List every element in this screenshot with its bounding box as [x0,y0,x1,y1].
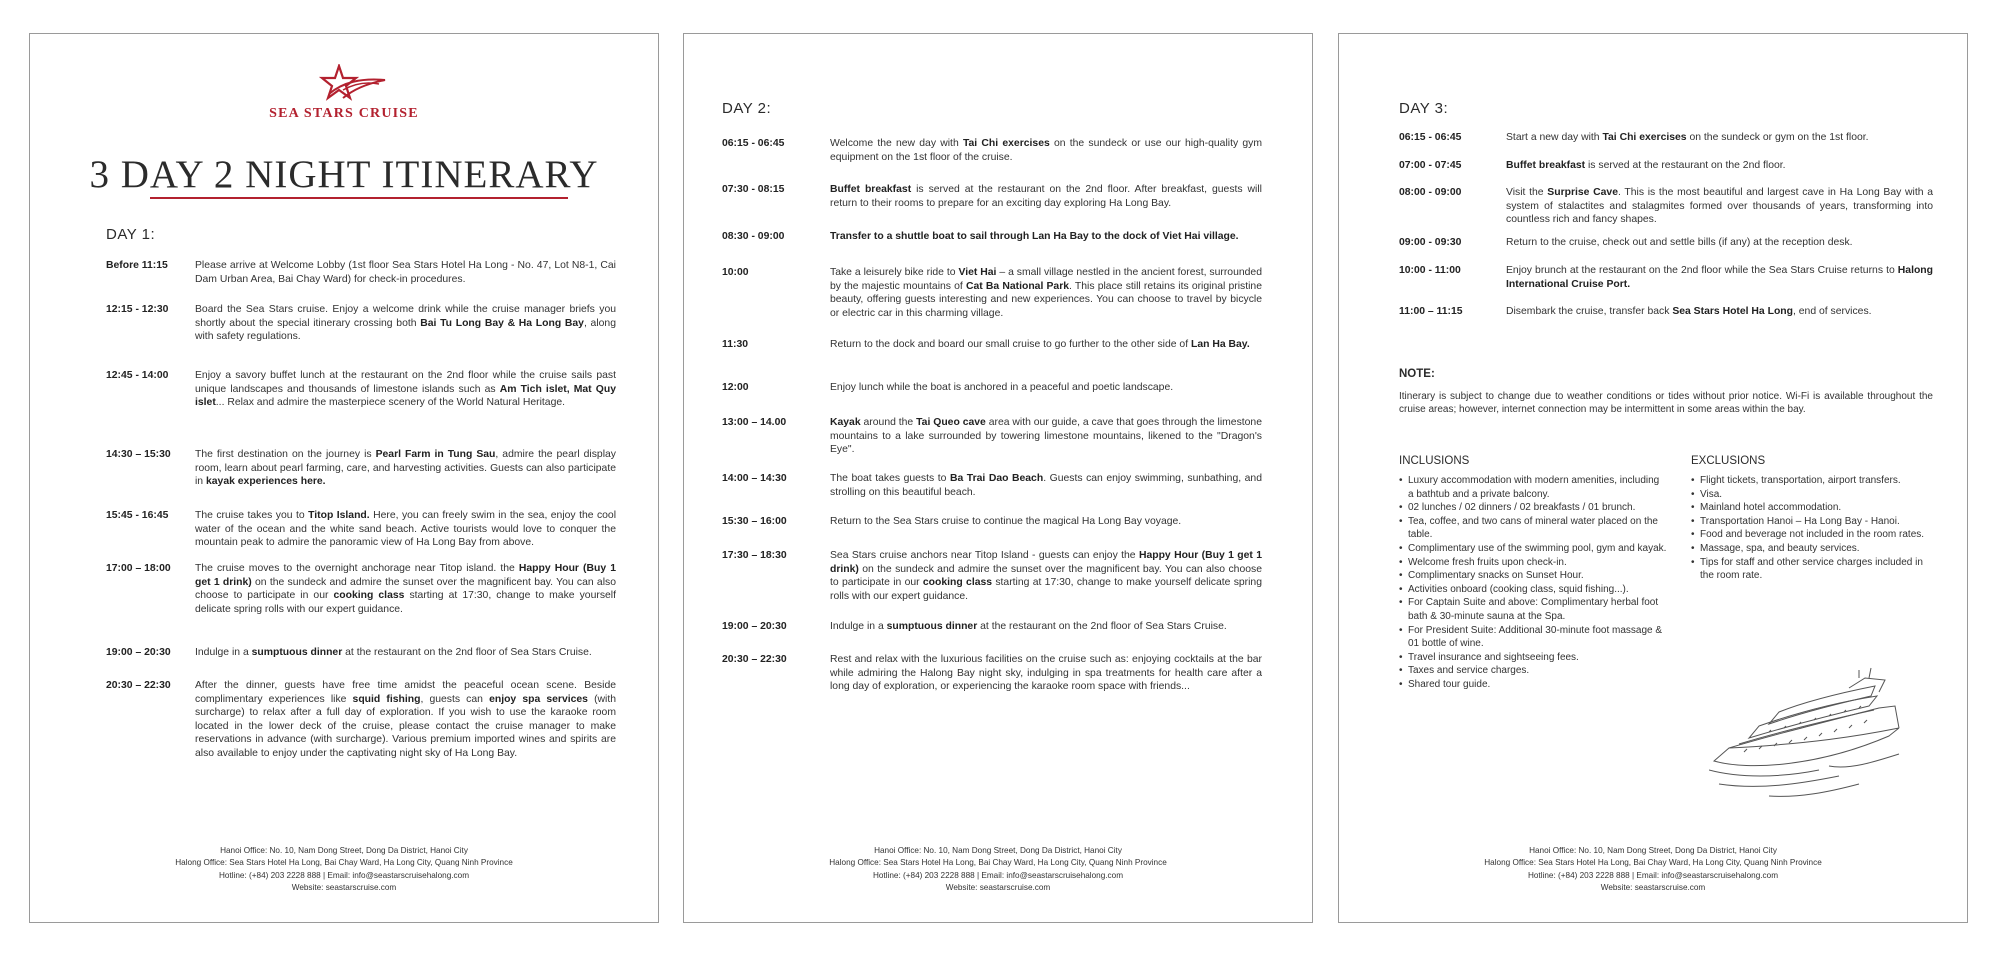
day2-activity: Take a leisurely bike ride to Viet Hai – a small village nestled in the ancient forest, surrounded by the majestic mountains of Cat Ba National Park. This place still retains its original pristine beauty, offering guests interesting and new experiences. You can choose to travel by bicycle or electric car in this charming village. [830,267,1262,319]
day2-time: 07:30 - 08:15 [722,184,785,195]
day2-heading: DAY 2: [722,100,772,117]
day2-time: 15:30 – 16:00 [722,516,787,527]
day2-time: 08:30 - 09:00 [722,231,785,242]
day2-time: 13:00 – 14.00 [722,417,787,428]
day1-activity: Enjoy a savory buffet lunch at the restaurant on the 2nd floor while the cruise sails past unique landscapes and thousands of limestone islands such as Am Tich islet, Mat Quy islet... Relax and admire the masterpiece scenery of the World Natural Heritage. [195,370,616,409]
day1-activity: Please arrive at Welcome Lobby (1st floor Sea Stars Hotel Ha Long - No. 47, Lot N8-1, Cai Dam Urban Area, Bai Chay Ward) for check-in procedures. [195,260,616,285]
day2-time: 12:00 [722,382,749,393]
footer-hotline: Hotline: (+84) 203 2228 888 | Email: info@seastarscruisehalong.com [872,870,1124,880]
day3-activity: Start a new day with Tai Chi exercises on the sundeck or gym on the 1st floor. [1506,132,1869,143]
list-item: • Travel insurance and sightseeing fees. [1399,651,1667,665]
footer-hotline: Hotline: (+84) 203 2228 888 | Email: info@seastarscruisehalong.com [1527,870,1779,880]
day2-activity: Indulge in a sumptuous dinner at the restaurant on the 2nd floor of Sea Stars Cruise. [830,621,1227,632]
page-title: 3 DAY 2 NIGHT ITINERARY [89,153,599,196]
title-divider [150,197,568,199]
list-item: • Complimentary snacks on Sunset Hour. [1399,569,1667,583]
list-item: • Taxes and service charges. [1399,664,1667,678]
day2-activity: Rest and relax with the luxurious facilities on the cruise such as: enjoying cocktails at the bar while admiring the Halong Bay night sky, indulging in spa treatments for health care after a long day of exploration, or experiencing the karaoke room space with friends... [830,654,1262,693]
day3-activity: Visit the Surprise Cave. This is the most beautiful and largest cave in Ha Long Bay with a system of stalactites and stalagmites formed over thousands of years, transforming into countless rich and fancy shapes. [1506,187,1933,226]
list-item: • Complimentary use of the swimming pool, gym and kayak. [1399,542,1667,556]
day3-time: 06:15 - 06:45 [1399,132,1462,143]
day3-time: 11:00 – 11:15 [1399,306,1463,317]
footer-halong-office: Halong Office: Sea Stars Hotel Ha Long, Bai Chay Ward, Ha Long City, Quang Ninh Province [1484,858,1822,868]
day1-activity: After the dinner, guests have free time amidst the peaceful ocean scene. Beside complimentary experiences like squid fishing, guests can enjoy spa services (with surcharge) to relax after a full day of exploration. If you wish to use the karaoke room located in the lower deck of the cruise, please contact the cruise manager to make reservations in advance (with surcharge). Various premium imported wines and spirits are also available to enjoy under the captivating night sky of Ha Long Bay. [195,680,617,759]
list-item: • Shared tour guide. [1399,678,1667,692]
day2-activity: Enjoy lunch while the boat is anchored in a peaceful and poetic landscape. [830,382,1174,393]
exclusions-list [1691,474,1937,583]
day2-activity: The boat takes guests to Ba Trai Dao Beach. Guests can enjoy swimming, sunbathing, and strolling on this beautiful beach. [830,473,1262,498]
list-item: • Massage, spa, and beauty services. [1691,542,1937,556]
itinerary-page-2 [683,33,1313,923]
day3-time: 09:00 - 09:30 [1399,237,1462,248]
day3-activity: Disembark the cruise, transfer back Sea Stars Hotel Ha Long, end of services. [1506,306,1872,317]
footer-website: Website: seastarscruise.com [1600,882,1706,892]
itinerary-page-3 [1338,33,1968,923]
day2-time: 14:00 – 14:30 [722,473,787,484]
day1-time: 12:45 - 14:00 [106,370,169,381]
brand-name: SEA STARS CRUISE [269,106,419,121]
itinerary-page-1 [29,33,659,923]
list-item: • For President Suite: Additional 30-minute foot massage & 01 bottle of wine. [1399,624,1667,651]
day3-time: 10:00 - 11:00 [1399,265,1461,276]
day3-heading: DAY 3: [1399,100,1449,117]
note-title: NOTE: [1399,368,1435,380]
footer-website: Website: seastarscruise.com [945,882,1051,892]
list-item: • Tips for staff and other service charges included in the room rate. [1691,556,1937,583]
day1-time: 14:30 – 15:30 [106,449,171,460]
page-footer [1339,845,1967,894]
star-wave-logo-icon [299,64,389,106]
day3-activity: Return to the cruise, check out and settle bills (if any) at the reception desk. [1506,237,1853,248]
day2-time: 20:30 – 22:30 [722,654,787,665]
list-item: • Welcome fresh fruits upon check-in. [1399,556,1667,570]
list-item: • Visa. [1691,488,1937,502]
cruise-ship-sketch-icon [1709,666,1909,816]
page-footer [30,845,658,894]
day1-time: 15:45 - 16:45 [106,510,169,521]
footer-website: Website: seastarscruise.com [291,882,397,892]
footer-hanoi-office: Hanoi Office: No. 10, Nam Dong Street, Dong Da District, Hanoi City [220,846,468,856]
day2-activity: Welcome the new day with Tai Chi exercises on the sundeck or use our high-quality gym equipment on the 1st floor of the cruise. [830,138,1263,163]
day2-time: 10:00 [722,267,749,278]
day2-time: 11:30 [722,339,749,350]
note-text: Itinerary is subject to change due to weather conditions or tides without prior notice. Wi-Fi is available throughout the cruise areas; however, internet connection may be intermittent in some areas within the bay. [1399,391,1933,416]
day1-time: Before 11:15 [106,260,168,271]
day1-activity: Board the Sea Stars cruise. Enjoy a welcome drink while the cruise manager briefs you shortly about the special itinerary crossing both Bai Tu Long Bay & Ha Long Bay, along with safety regulations. [195,304,616,343]
day2-activity: Sea Stars cruise anchors near Titop Island - guests can enjoy the Happy Hour (Buy 1 get 1 drink) on the sundeck and admire the sunset over the magnificent bay. You can also choose to participate in our cooking class starting at 17:30, change to make yourself delicate spring rolls with our expert guidance. [830,550,1262,602]
day1-time: 12:15 - 12:30 [106,304,169,315]
footer-halong-office: Halong Office: Sea Stars Hotel Ha Long, Bai Chay Ward, Ha Long City, Quang Ninh Province [175,858,513,868]
inclusions-list [1399,474,1667,692]
day2-activity: Return to the Sea Stars cruise to continue the magical Ha Long Bay voyage. [830,516,1182,527]
day3-activity: Buffet breakfast is served at the restaurant on the 2nd floor. [1506,160,1786,171]
footer-halong-office: Halong Office: Sea Stars Hotel Ha Long, Bai Chay Ward, Ha Long City, Quang Ninh Province [829,858,1167,868]
day2-activity: Transfer to a shuttle boat to sail through Lan Ha Bay to the dock of Viet Hai village. [830,231,1239,242]
day1-activity: Indulge in a sumptuous dinner at the restaurant on the 2nd floor of Sea Stars Cruise. [195,647,592,658]
day2-activity: Buffet breakfast is served at the restaurant on the 2nd floor. After breakfast, guests will return to their rooms to prepare for an exciting day exploring Ha Long Bay. [830,184,1262,209]
page-footer [684,845,1312,894]
footer-hanoi-office: Hanoi Office: No. 10, Nam Dong Street, Dong Da District, Hanoi City [1529,846,1777,856]
brand-logo [30,64,658,122]
exclusions-title: EXCLUSIONS [1691,455,1766,467]
footer-hanoi-office: Hanoi Office: No. 10, Nam Dong Street, Dong Da District, Hanoi City [874,846,1122,856]
day2-time: 17:30 – 18:30 [722,550,787,561]
day1-activity: The first destination on the journey is Pearl Farm in Tung Sau, admire the pearl display room, learn about pearl farming, care, and harvesting activities. Guests can also participate in kayak experiences here. [195,449,616,488]
list-item: • Luxury accommodation with modern amenities, including a bathtub and a private balcony. [1399,474,1667,501]
day1-activity: The cruise moves to the overnight anchorage near Titop island. the Happy Hour (Buy 1 get 1 drink) on the sundeck and admire the sunset over the magnificent bay. You can also choose to participate in our cooking class starting at 17:30, change to make yourself delicate spring rolls with our expert guidance. [195,563,616,615]
day1-time: 17:00 – 18:00 [106,563,171,574]
list-item: • Tea, coffee, and two cans of mineral water placed on the table. [1399,515,1667,542]
day2-activity: Return to the dock and board our small cruise to go further to the other side of Lan Ha Bay. [830,339,1250,350]
list-item: • Mainland hotel accommodation. [1691,501,1937,515]
list-item: • Food and beverage not included in the room rates. [1691,528,1937,542]
day2-activity: Kayak around the Tai Queo cave area with our guide, a cave that goes through the limestone mountains to a lake surrounded by towering limestone mountains, likened to the "Dragon's Eye". [830,417,1262,456]
day2-time: 19:00 – 20:30 [722,621,787,632]
list-item: • Flight tickets, transportation, airport transfers. [1691,474,1937,488]
day1-time: 20:30 – 22:30 [106,680,171,691]
list-item: • Activities onboard (cooking class, squid fishing...). [1399,583,1667,597]
day3-time: 08:00 - 09:00 [1399,187,1462,198]
day1-time: 19:00 – 20:30 [106,647,171,658]
list-item: • Transportation Hanoi – Ha Long Bay - Hanoi. [1691,515,1937,529]
list-item: • For Captain Suite and above: Complimentary herbal foot bath & 30-minute sauna at the Spa. [1399,596,1667,623]
day3-activity: Enjoy brunch at the restaurant on the 2nd floor while the Sea Stars Cruise returns to Halong International Cruise Port. [1506,265,1933,290]
list-item: • 02 lunches / 02 dinners / 02 breakfasts / 01 brunch. [1399,501,1667,515]
day3-time: 07:00 - 07:45 [1399,160,1462,171]
footer-hotline: Hotline: (+84) 203 2228 888 | Email: info@seastarscruisehalong.com [218,870,470,880]
day2-time: 06:15 - 06:45 [722,138,785,149]
day1-heading: DAY 1: [106,226,156,243]
inclusions-title: INCLUSIONS [1399,455,1470,467]
day1-activity: The cruise takes you to Titop Island. Here, you can freely swim in the sea, enjoy the cool water of the ocean and the white sand beach. Active tourists would love to conquer the mountain peak to admire the panoramic view of Ha Long Bay from above. [195,510,617,549]
